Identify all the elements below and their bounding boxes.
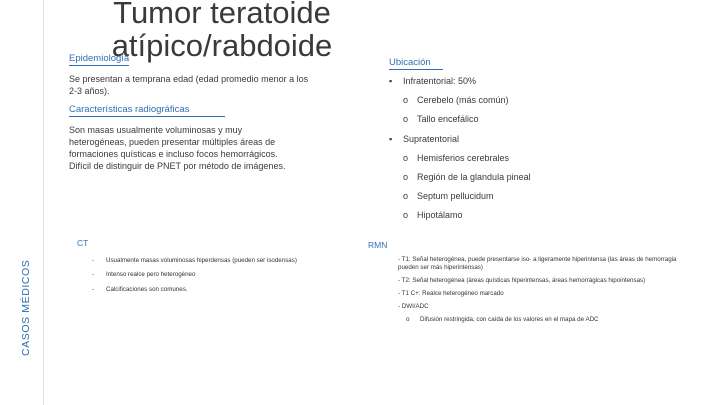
rmn-label: RMN	[368, 240, 388, 250]
location-item-text: Infratentorial: 50%	[403, 76, 477, 86]
sidebar-label: CASOS MÉDICOS	[20, 259, 32, 356]
location-item	[403, 114, 479, 124]
rmn-item: - T1: Señal heterogénea, puede presentarse iso- a ligeramente hiperintensa (las áreas de hemorragia pueden ser más hiperintensas)	[398, 256, 677, 271]
location-item-text: Supratentorial	[403, 134, 460, 144]
rmn-item: - T1 C+: Realce heterogéneo marcado	[398, 290, 504, 297]
circle-bullet-icon: o	[403, 153, 409, 163]
rmn-item: - DWI/ADC	[398, 303, 429, 310]
location-item-text: Tallo encefálico	[417, 114, 479, 124]
bullet-icon: ▪	[389, 134, 393, 144]
circle-bullet-icon: o	[403, 95, 409, 105]
ct-item-text: Usualmente masas voluminosas hiperdensas (pueden ser isodensas)	[106, 257, 297, 264]
ct-list	[92, 257, 306, 300]
rmn-item: - T2: Señal heterogénea (áreas quísticas hiperintensas, áreas hemorrágicas hipointensas)	[398, 277, 646, 284]
ct-item: - Calcificaciones son comunes.	[92, 285, 188, 293]
page-title: Tumor teratoide atípico/rabdoide	[111, 0, 333, 63]
epidemiology-heading: Epidemiología	[69, 53, 130, 64]
ct-item-text: Calcificaciones son comunes.	[106, 285, 188, 293]
sidebar	[0, 0, 44, 405]
circle-bullet-icon: o	[403, 191, 409, 201]
location-item	[403, 191, 494, 201]
rmn-subitem-text: Difusión restringida, con caída de los valores en el mapa de ADC	[420, 316, 599, 323]
circle-bullet-icon: o	[403, 210, 409, 220]
location-item	[403, 172, 531, 182]
epidemiology-text: Se presentan a temprana edad (edad promedio menor a los 2-3 años).	[69, 74, 309, 96]
location-item-text: Cerebelo (más común)	[417, 95, 509, 105]
ct-item-text: Intenso realce pero heterogéneo	[106, 271, 196, 279]
location-item	[389, 76, 476, 86]
circle-bullet-icon: o	[406, 316, 410, 323]
location-item	[403, 95, 509, 105]
location-item-text: Hipotálamo	[417, 210, 463, 220]
rmn-list	[398, 256, 680, 324]
location-heading: Ubicación	[389, 57, 443, 70]
location-item	[403, 210, 463, 220]
location-item-text: Septum pellucidum	[417, 191, 494, 201]
bullet-icon: ▪	[389, 76, 393, 86]
rmn-subitem	[398, 316, 680, 324]
location-item	[389, 134, 459, 144]
circle-bullet-icon: o	[403, 114, 409, 124]
location-item	[403, 153, 509, 163]
ct-label: CT	[77, 238, 89, 248]
location-item-text: Región de la glandula pineal	[417, 172, 531, 182]
radiographic-text: Son masas usualmente voluminosas y muy heterogéneas, pueden presentar múltiples áreas de formaciones quísticas e incluso focos hemorrágicos. Difícil de distinguir de PNET por método de imágenes.	[69, 125, 286, 171]
ct-item: - Usualmente masas voluminosas hiperdensas (pueden ser isodensas)	[92, 257, 297, 264]
circle-bullet-icon: o	[403, 172, 409, 182]
ct-item: - Intenso realce pero heterogéneo	[92, 271, 196, 279]
radiographic-heading: Características radiográficas	[69, 104, 225, 117]
location-item-text: Hemisferios cerebrales	[417, 153, 510, 163]
